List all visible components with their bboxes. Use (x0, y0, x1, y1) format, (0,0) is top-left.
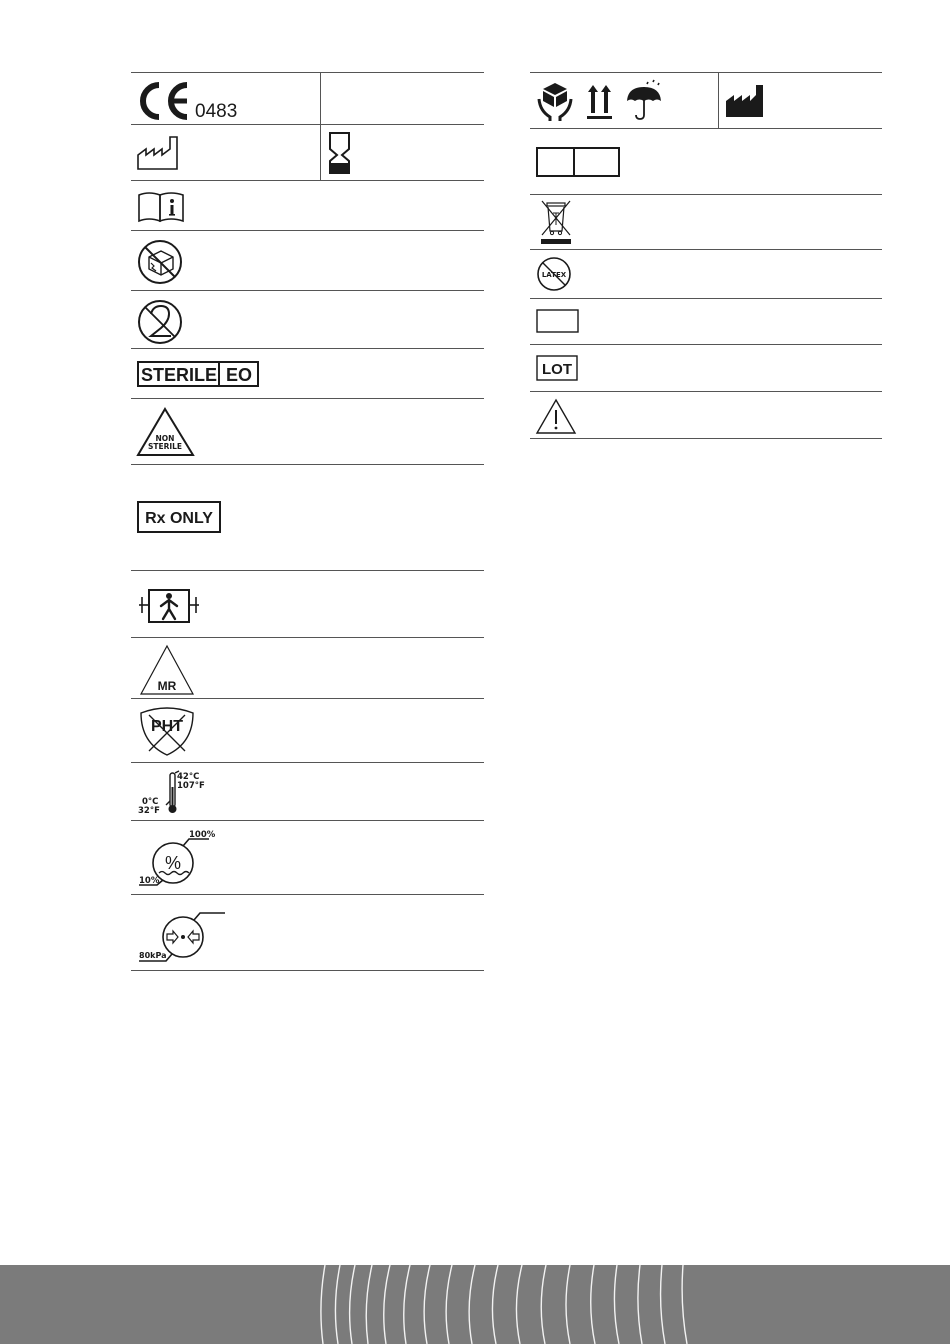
non-sterile-line1: NON (155, 434, 175, 443)
ce-mark-icon (137, 79, 257, 129)
date-of-manufacture-icon (137, 133, 187, 173)
weee-crossed-bin-icon (538, 199, 578, 249)
fragile-handle-with-care-icon (538, 81, 574, 123)
package-damaged-row (131, 230, 484, 290)
rx-only-label: Rx ONLY (145, 510, 213, 527)
sterile-eo-icon (137, 361, 267, 391)
humidity-upper: 100% (189, 830, 216, 840)
footer-wave-lines-decoration (0, 1265, 950, 1344)
eo-label: EO (226, 365, 253, 385)
no-latex-icon (536, 256, 580, 300)
rx-only-row (131, 464, 484, 570)
mr-conditional-row (131, 637, 484, 698)
non-sterile-row (131, 398, 484, 464)
do-not-use-if-damaged-icon (137, 239, 187, 289)
rx-only-icon (137, 501, 237, 541)
consult-instructions-icon (137, 191, 187, 227)
caution-warning-icon (536, 398, 586, 442)
lot-label: LOT (542, 361, 572, 378)
ce-mark-row (131, 72, 484, 124)
handling-manufacturer-row (530, 72, 882, 128)
temperature-limit-row (131, 762, 484, 820)
reference-number-box-icon (536, 309, 596, 339)
lot-box-icon (536, 355, 596, 387)
temp-lower-f: 32°F (138, 806, 160, 816)
pht-label: PHT (151, 718, 183, 735)
humidity-limit-row (131, 820, 484, 894)
bf-applied-part-row (131, 570, 484, 637)
manufacturer-icon (726, 83, 770, 119)
right-symbol-table (530, 72, 882, 439)
footer-band (0, 1265, 950, 1344)
non-sterile-line2: STERILE (147, 442, 183, 451)
mr-label: MR (157, 679, 177, 693)
phthalates-icon (137, 707, 201, 763)
non-sterile-triangle-icon (137, 407, 201, 465)
weee-row (530, 194, 882, 249)
pressure-limit-row (131, 894, 484, 971)
sterile-eo-row (131, 348, 484, 398)
ce-notified-body-number: 0483 (195, 101, 238, 122)
temp-lower-c: 0°C (142, 797, 159, 807)
no-latex-row (530, 249, 882, 298)
humidity-lower: 10% (139, 876, 160, 886)
latex-label: LATEX (541, 271, 567, 279)
pressure-lower: 80kPa (139, 951, 167, 960)
temp-upper-f: 107°F (177, 781, 205, 791)
type-bf-applied-part-icon (137, 589, 209, 639)
humidity-limit-icon (137, 827, 227, 895)
this-way-up-icon (586, 83, 616, 123)
temp-upper-c: 42°C (177, 772, 200, 782)
sterile-label: STERILE (141, 365, 218, 385)
humidity-percent-symbol: % (164, 853, 182, 873)
reference-number-row (530, 298, 882, 344)
authorized-rep-row (530, 128, 882, 194)
atmospheric-pressure-limit-icon (137, 905, 237, 977)
caution-row (530, 391, 882, 439)
temperature-limit-icon (137, 767, 217, 819)
do-not-reuse-icon (137, 299, 187, 349)
mr-conditional-icon (137, 644, 201, 700)
lot-number-row (530, 344, 882, 391)
do-not-reuse-row (131, 290, 484, 348)
keep-dry-umbrella-icon (624, 79, 668, 123)
authorized-representative-box-icon (536, 147, 636, 187)
left-symbol-table (131, 72, 484, 971)
consult-instructions-row (131, 180, 484, 230)
phthalates-row (131, 698, 484, 762)
manufacture-date-row (131, 124, 484, 180)
use-by-hourglass-icon (327, 131, 357, 175)
